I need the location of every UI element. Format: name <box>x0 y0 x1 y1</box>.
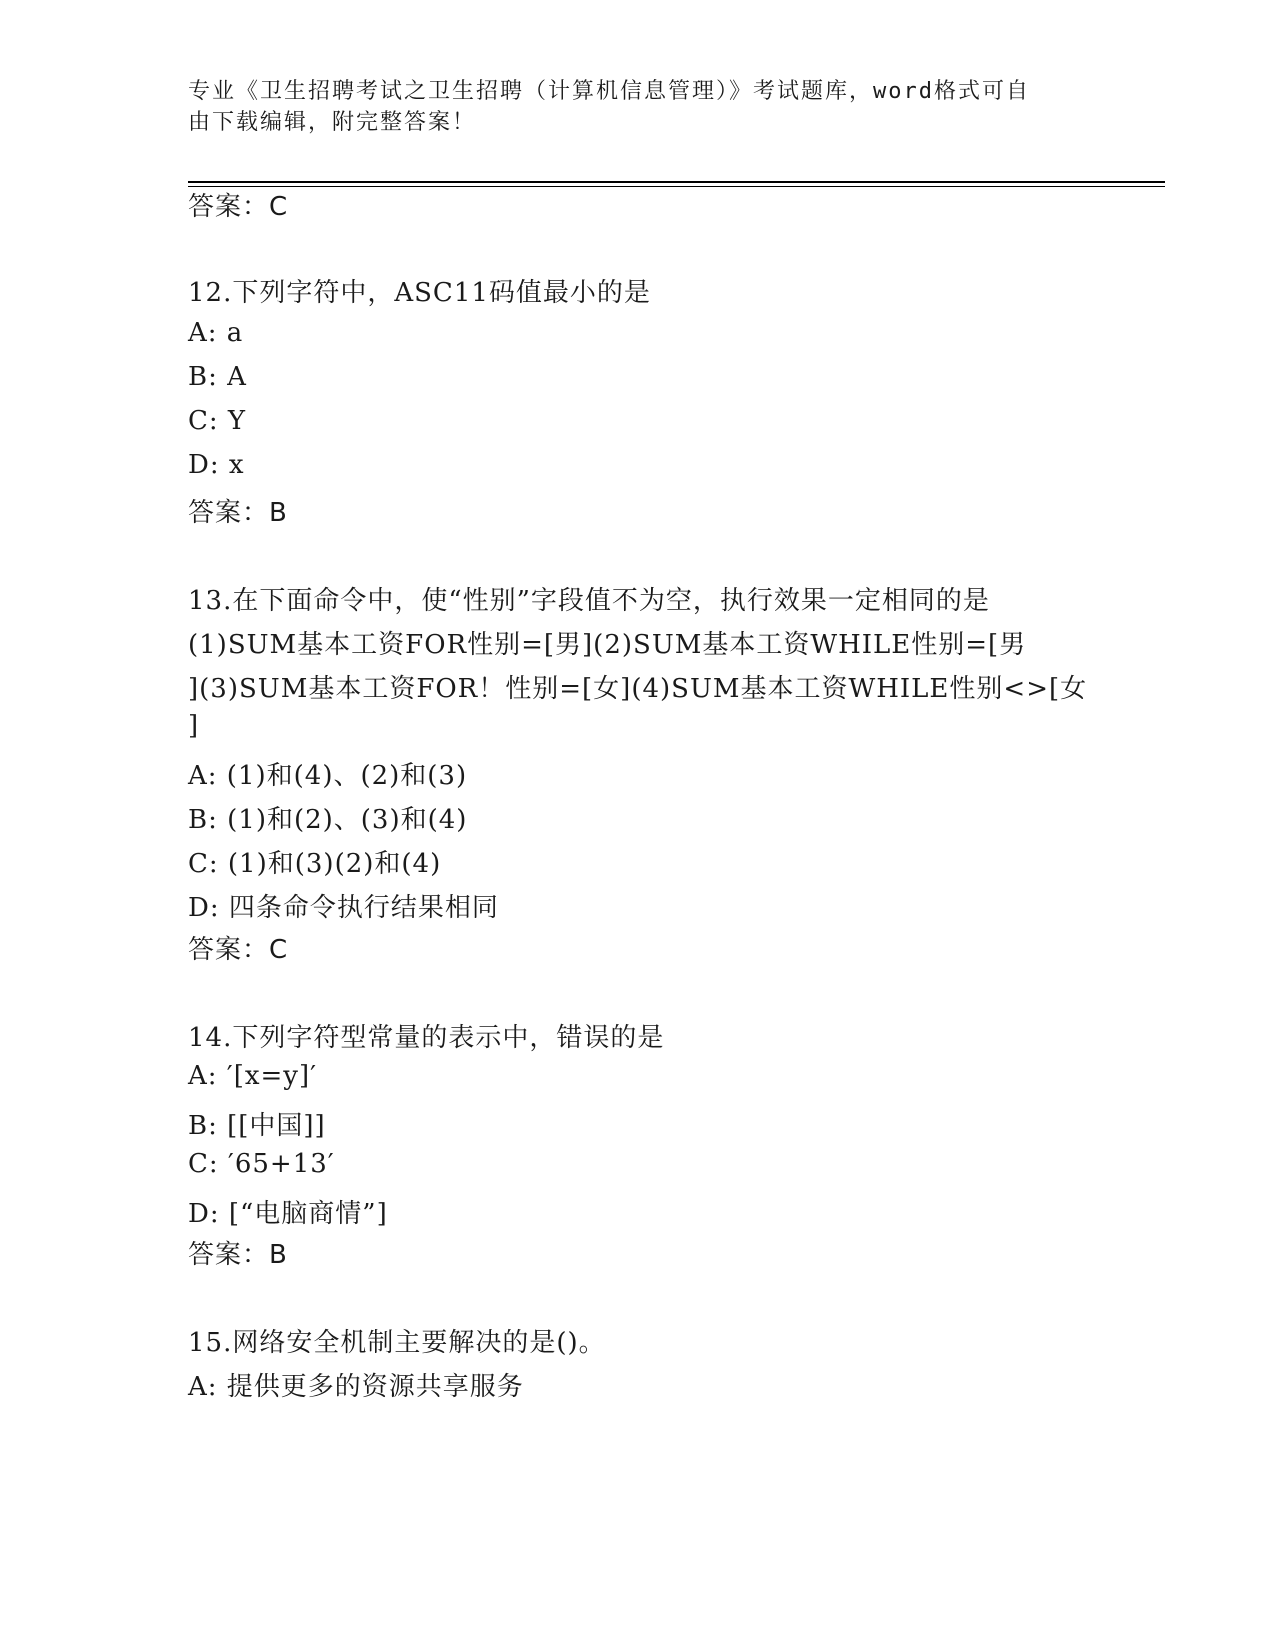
question-12-option-c: C: Y <box>188 406 247 436</box>
question-13-option-d: D: 四条命令执行结果相同 <box>188 893 499 923</box>
answer-q12: 答案：B <box>188 498 288 528</box>
question-14-option-d: D: [“电脑商情”] <box>188 1199 388 1229</box>
question-13-stem-line-4: ] <box>188 711 200 741</box>
question-13-option-b: B: (1)和(2)、(3)和(4) <box>188 805 468 835</box>
question-12-stem: 12.下列字符中，ASC11码值最小的是 <box>188 278 651 308</box>
header-divider-thick <box>188 181 1165 183</box>
question-13-option-c: C: (1)和(3)(2)和(4) <box>188 849 442 879</box>
header-divider-thin <box>188 186 1165 187</box>
question-13-stem-line-1: 13.在下面命令中，使“性别”字段值不为空，执行效果一定相同的是 <box>188 586 990 616</box>
question-15-stem: 15.网络安全机制主要解决的是()。 <box>188 1328 606 1358</box>
document-header <box>188 76 1088 138</box>
question-14-option-b: B: [[中国]] <box>188 1111 326 1141</box>
header-line-2: 由下载编辑，附完整答案！ <box>188 110 477 135</box>
header-line-1: 专业《卫生招聘考试之卫生招聘（计算机信息管理）》考试题库，word格式可自 <box>188 79 1030 104</box>
question-12-option-a: A: a <box>188 318 244 348</box>
question-15-option-a: A: 提供更多的资源共享服务 <box>188 1372 524 1402</box>
question-14-stem: 14.下列字符型常量的表示中，错误的是 <box>188 1023 665 1053</box>
answer-q14: 答案：B <box>188 1240 288 1270</box>
question-13-stem-line-2: (1)SUM基本工资FOR性别=[男](2)SUM基本工资WHILE性别=[男 <box>188 630 1027 660</box>
question-12-option-d: D: x <box>188 450 245 480</box>
answer-q11: 答案：C <box>188 192 289 222</box>
answer-q13: 答案：C <box>188 935 289 965</box>
question-13-stem-line-3: ](3)SUM基本工资FOR！性别=[女](4)SUM基本工资WHILE性别<>[女 <box>188 674 1088 704</box>
question-13-option-a: A: (1)和(4)、(2)和(3) <box>188 761 468 791</box>
question-14-option-c: C: ′65+13′ <box>188 1149 335 1179</box>
question-14-option-a: A: ′[x=y]′ <box>188 1061 318 1091</box>
question-12-option-b: B: A <box>188 362 247 392</box>
